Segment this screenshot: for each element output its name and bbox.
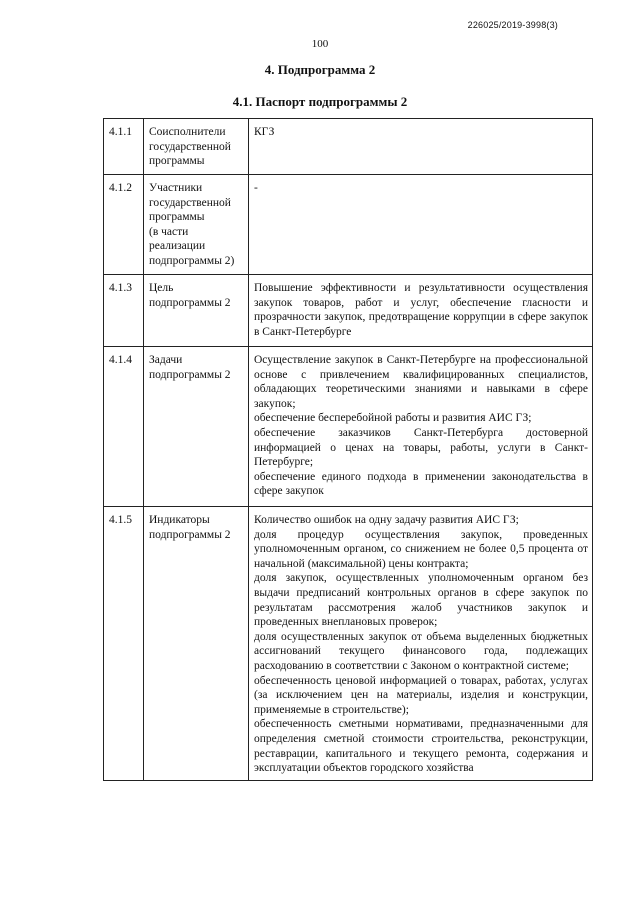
row-label bbox=[144, 119, 249, 175]
row-number: 4.1.4 bbox=[104, 347, 144, 507]
row-number: 4.1.5 bbox=[104, 507, 144, 781]
value-paragraph: обеспеченность сметными нормативами, предназначенными для определения сметной стоимости строительства, реконструкции, реставрации, капитального и текущего ремонта, содержания и эксплуатации объектов городского хозяйства bbox=[254, 718, 588, 775]
value-paragraph: доля закупок, осуществленных уполномоченным органом без выдачи предписаний контрольных органов в сфере закупок по результатам рассмотрения жалоб участников закупок и проведенных внеплановых проверок; bbox=[254, 572, 588, 629]
row-label bbox=[144, 347, 249, 507]
label-line: подпрограммы 2 bbox=[149, 528, 231, 541]
row-label bbox=[144, 175, 249, 275]
table-row bbox=[104, 119, 593, 175]
label-line: подпрограммы 2) bbox=[149, 254, 235, 267]
table-row bbox=[104, 275, 593, 347]
row-label bbox=[144, 507, 249, 781]
label-line: государственной bbox=[149, 196, 231, 209]
value-paragraph: доля процедур осуществления закупок, проведенных уполномоченным органом, со снижением не более 0,5 процента от начальной (максимальной) цены контракта; bbox=[254, 528, 588, 570]
subsection-title: 4.1. Паспорт подпрограммы 2 bbox=[232, 94, 408, 109]
label-line: Задачи bbox=[149, 354, 183, 366]
label-line: подпрограммы 2 bbox=[149, 368, 231, 381]
row-value bbox=[249, 175, 593, 275]
value-paragraph: доля осуществленных закупок от объема выделенных бюджетных ассигнований текущего финансового года, подлежащих расходованию в соответствии с Законом о контрактной системе; bbox=[254, 630, 588, 672]
table-row bbox=[104, 507, 593, 781]
label-line: государственной bbox=[149, 140, 231, 153]
page-number: 100 bbox=[311, 38, 329, 50]
row-value bbox=[249, 347, 593, 507]
label-line: программы bbox=[149, 211, 205, 224]
row-number: 4.1.1 bbox=[104, 119, 144, 175]
document-id: 226025/2019-3998(3) bbox=[467, 20, 558, 30]
value-paragraph: - bbox=[254, 182, 258, 194]
value-paragraph: КГЗ bbox=[254, 126, 275, 138]
row-value bbox=[249, 507, 593, 781]
label-line: (в части bbox=[149, 225, 189, 238]
label-line: подпрограммы 2 bbox=[149, 296, 231, 309]
value-paragraph: обеспечение заказчиков Санкт-Петербурга достоверной информацией о ценах на товары, работы, услуги в Санкт-Петербурге; bbox=[254, 426, 588, 469]
row-number: 4.1.3 bbox=[104, 275, 144, 347]
row-number: 4.1.2 bbox=[104, 175, 144, 275]
value-paragraph: Количество ошибок на одну задачу развития АИС ГЗ; bbox=[254, 514, 519, 526]
passport-table bbox=[103, 118, 593, 781]
value-paragraph: обеспеченность ценовой информацией о товарах, работах, услугах (за исключением цен на материалы, изделия и конструкции, применяемые в строительстве); bbox=[254, 674, 588, 716]
row-value bbox=[249, 275, 593, 347]
value-paragraph: Осуществление закупок в Санкт-Петербурге на профессиональной основе с привлечением квалифицированных специалистов, обладающих теоретическими знаниями и навыками в сфере закупок; bbox=[254, 354, 588, 410]
table-row bbox=[104, 347, 593, 507]
label-line: Цель bbox=[149, 282, 174, 294]
label-line: Соисполнители bbox=[149, 126, 226, 138]
table-row bbox=[104, 175, 593, 275]
value-paragraph: обеспечение бесперебойной работы и развития АИС ГЗ; bbox=[254, 412, 532, 425]
section-title: 4. Подпрограмма 2 bbox=[264, 62, 376, 77]
label-line: программы bbox=[149, 155, 205, 168]
value-paragraph: Повышение эффективности и результативности осуществления закупок товаров, работ и услуг, обеспечение гласности и прозрачности закупок, предотвращение коррупции в сфере закупок в Санкт-Петербурге bbox=[254, 282, 588, 338]
row-value bbox=[249, 119, 593, 175]
value-paragraph: обеспечение единого подхода в применении законодательства в сфере закупок bbox=[254, 470, 588, 498]
label-line: реализации bbox=[149, 240, 206, 253]
label-line: Участники bbox=[149, 182, 203, 194]
row-label bbox=[144, 275, 249, 347]
label-line: Индикаторы bbox=[149, 514, 210, 526]
